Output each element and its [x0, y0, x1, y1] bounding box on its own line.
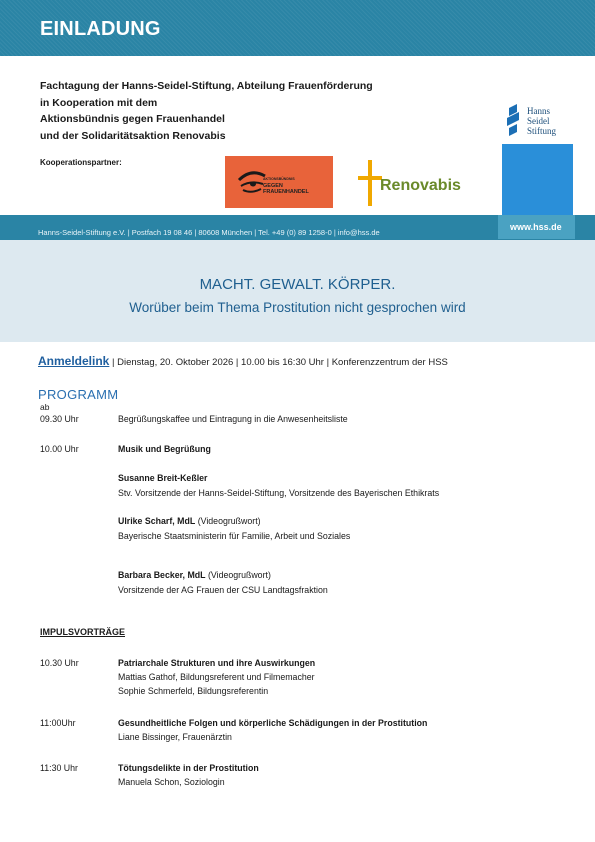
- aktionsbuendnis-logo: [225, 156, 333, 208]
- intro-line: Aktionsbündnis gegen Frauenhandel: [40, 113, 225, 125]
- hss-logo-icon: [505, 104, 525, 138]
- speaker-note: (Videogrußwort): [195, 516, 261, 526]
- website-link[interactable]: www.hss.de: [510, 222, 562, 232]
- intro-line: in Kooperation mit dem: [40, 96, 158, 109]
- speaker-note: (Videogrußwort): [205, 570, 271, 580]
- renovabis-wordmark: Renovabis: [380, 177, 461, 194]
- talk-person: Mattias Gathof, Bildungsreferent und Filmemacher: [118, 672, 315, 682]
- partner-logo-text: AKTIONSBÜNDNIS GEGEN FRAUENHANDEL: [263, 177, 309, 195]
- intro-text: [40, 78, 373, 144]
- registration-line: [38, 354, 448, 368]
- partners-label: Kooperationspartner:: [40, 158, 122, 167]
- registration-details: | Dienstag, 20. Oktober 2026 | 10.00 bis 16:30 Uhr | Konferenzzentrum der HSS: [109, 357, 448, 368]
- talk-time: 11:30 Uhr: [40, 763, 78, 773]
- hss-logo-text: Hanns Seidel Stiftung: [527, 106, 557, 136]
- hss-logo: [505, 104, 573, 144]
- renovabis-logo: [358, 158, 468, 208]
- talk-person: Manuela Schon, Soziologin: [118, 777, 225, 787]
- intro-line: und der Solidaritätsaktion Renovabis: [40, 129, 226, 142]
- talk-time: 11:00Uhr: [40, 718, 76, 728]
- speaker-role: Bayerische Staatsministerin für Familie, Arbeit und Soziales: [118, 531, 351, 541]
- speaker-name-line: [118, 516, 261, 526]
- event-title: MACHT. GEWALT. KÖRPER.: [199, 276, 396, 293]
- speaker-name: Susanne Breit-Keßler: [118, 473, 208, 483]
- speaker-role: Stv. Vorsitzende der Hanns-Seidel-Stiftung, Vorsitzende des Bayerischen Ethikrats: [118, 488, 440, 498]
- speaker-name: Ulrike Scharf, MdL: [118, 516, 196, 526]
- speaker-name-line: [118, 570, 271, 580]
- registration-link[interactable]: Anmeldelink: [38, 354, 110, 368]
- program-time: 09.30 Uhr: [40, 414, 79, 424]
- talk-title: Gesundheitliche Folgen und körperliche Schädigungen in der Prostitution: [118, 718, 428, 728]
- talk-person: Liane Bissinger, Frauenärztin: [118, 732, 232, 742]
- program-time: 10.00 Uhr: [40, 444, 79, 454]
- talk-title: Patriarchale Strukturen und ihre Auswirkungen: [118, 658, 316, 668]
- speaker-role: Vorsitzende der AG Frauen der CSU Landtagsfraktion: [118, 585, 328, 595]
- section-heading: IMPULSVORTRÄGE: [40, 627, 126, 637]
- speaker-name: Barbara Becker, MdL: [118, 570, 206, 580]
- talk-person: Sophie Schmerfeld, Bildungsreferentin: [118, 686, 269, 696]
- talk-title: Tötungsdelikte in der Prostitution: [118, 763, 259, 773]
- intro-line: Fachtagung der Hanns-Seidel-Stiftung, Abteilung Frauenförderung: [40, 80, 373, 92]
- event-subtitle: Worüber beim Thema Prostitution nicht gesprochen wird: [129, 300, 466, 315]
- program-ab: ab: [40, 402, 50, 412]
- program-text: Musik und Begrüßung: [118, 444, 211, 454]
- program-text: Begrüßungskaffee und Eintragung in die Anwesenheitsliste: [118, 414, 348, 424]
- page-title: EINLADUNG: [40, 18, 161, 40]
- hss-color-block: [502, 144, 573, 215]
- talk-time: 10.30 Uhr: [40, 658, 79, 668]
- program-heading: PROGRAMM: [38, 387, 119, 402]
- address-text: Hanns-Seidel-Stiftung e.V. | Postfach 19 08 46 | 80608 München | Tel. +49 (0) 89 1258-0 | info@hss.de: [38, 228, 380, 237]
